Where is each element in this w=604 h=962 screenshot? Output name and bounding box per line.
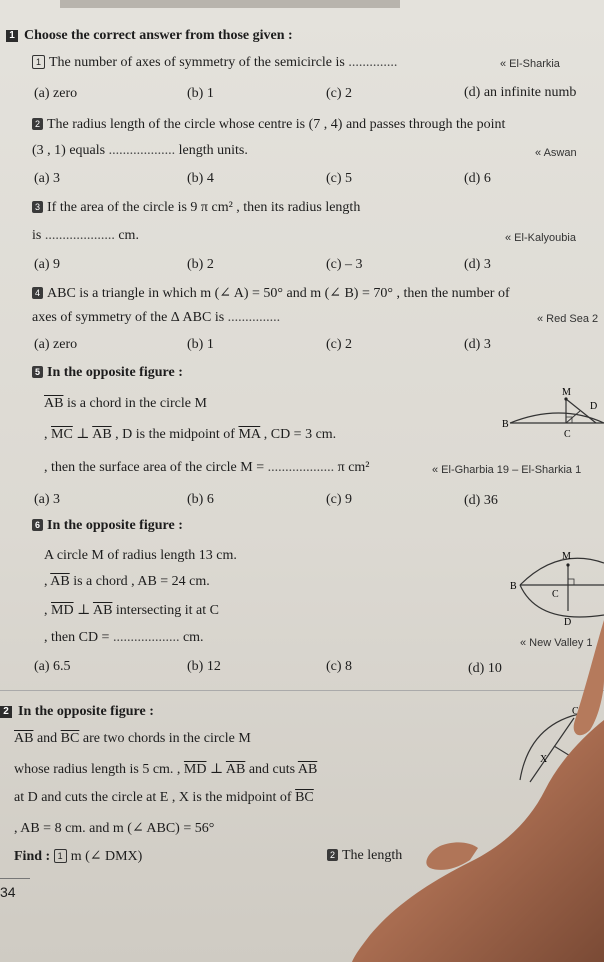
q5-option-c: (c) 9 — [326, 492, 353, 507]
q3-line2: is .................... cm. — [32, 228, 139, 243]
q6-blank: ................... — [112, 630, 180, 645]
q1-blank: .............. — [348, 55, 398, 70]
section-2-title: In the opposite figure : — [18, 704, 154, 719]
q3-option-c: (c) – 3 — [326, 257, 363, 272]
q6-option-c: (c) 8 — [326, 659, 353, 674]
q2-line1: 2 The radius length of the circle whose centre is (7 , 4) and passes through the point — [32, 117, 505, 133]
q2-blank: ................... — [108, 143, 176, 158]
q5-option-a: (a) 3 — [34, 492, 61, 507]
q5-title: 5 In the opposite figure : — [32, 365, 183, 381]
q2-number: 2 — [32, 118, 43, 130]
q6-number: 6 — [32, 519, 43, 531]
q5-label-d: D — [590, 401, 598, 412]
q3-number: 3 — [32, 201, 43, 213]
q4-line1: 4 ABC is a triangle in which m (∠ A) = 50° and m (∠ B) = 70° , then the number of — [32, 285, 510, 302]
q6-option-d: (d) 10 — [468, 661, 502, 676]
q6-label-b: B — [510, 581, 517, 592]
q5-source: « El-Gharbia 19 – El-Sharkia 1 — [432, 464, 582, 476]
q4-option-a: (a) zero — [34, 337, 78, 352]
q6-title: 6 In the opposite figure : — [32, 518, 183, 534]
q4-line2: axes of symmetry of the Δ ABC is ............... — [32, 310, 281, 325]
q1-text: 1 The number of axes of symmetry of the semicircle is .............. — [32, 55, 397, 71]
q5-line1: $\overline{AB}$ is a chord in the circle M — [44, 396, 207, 411]
section-2-line3: at D and cuts the circle at E , X is the midpoint of $\overline{BC}$ — [14, 790, 314, 805]
q5-option-d: (d) 36 — [464, 493, 498, 508]
hand-palm — [352, 720, 604, 962]
q5-number: 5 — [32, 366, 43, 378]
q4-option-d: (d) 3 — [464, 337, 491, 352]
q1-option-c: (c) 2 — [326, 86, 353, 101]
q5-label-m: M — [562, 387, 571, 398]
section-2-find: Find : 1 m (∠ DMX) — [14, 849, 143, 864]
q1-number: 1 — [32, 55, 45, 69]
q6-line2: , $\overline{AB}$ is a chord , AB = 24 cm. — [44, 574, 210, 589]
q1-option-b: (b) 1 — [187, 86, 214, 101]
q5-label-b: B — [502, 419, 509, 430]
hand-finger — [574, 620, 604, 735]
q5-line2: , $\overline{MC}$ ⊥ $\overline{AB}$ , D is the midpoint of $\overline{MA}$ , CD = 3 cm. — [44, 427, 337, 442]
q1-option-a: (a) zero — [34, 86, 78, 101]
q4-blank: ............... — [227, 310, 281, 325]
q3-option-b: (b) 2 — [187, 257, 214, 272]
q2-option-b: (b) 4 — [187, 171, 214, 186]
q3-line1: 3 If the area of the circle is 9 π cm² , then its radius length — [32, 200, 360, 216]
section-2-line4: , AB = 8 cm. and m (∠ ABC) = 56° — [14, 821, 215, 836]
q6-label-c: C — [552, 589, 559, 600]
q5-line3: , then the surface area of the circle M = ................... π cm² — [44, 460, 370, 475]
q3-option-d: (d) 3 — [464, 257, 491, 272]
q2-option-a: (a) 3 — [34, 171, 61, 186]
q6-label-m: M — [562, 551, 571, 562]
find-2-number: 2 — [327, 849, 338, 861]
section-1-badge: 1 — [6, 30, 18, 42]
q2-line2: (3 , 1) equals ................... length units. — [32, 143, 248, 158]
q6-option-b: (b) 12 — [187, 659, 221, 674]
q1-source: « El-Sharkia — [500, 58, 560, 70]
q2-source: « Aswan — [535, 147, 577, 159]
q4-option-c: (c) 2 — [326, 337, 353, 352]
q3-source: « El-Kalyoubia — [505, 232, 576, 244]
q5-option-b: (b) 6 — [187, 492, 214, 507]
q2-option-c: (c) 5 — [326, 171, 353, 186]
q3-option-a: (a) 9 — [34, 257, 61, 272]
find-1-number: 1 — [54, 849, 67, 863]
s2-label-c: C — [572, 706, 579, 717]
q6-line4: , then CD = ................... cm. — [44, 630, 204, 645]
q5-blank: ................... — [267, 460, 335, 475]
q6-option-a: (a) 6.5 — [34, 659, 71, 674]
section-2-line2: whose radius length is 5 cm. , $\overline{MD}$ ⊥ $\overline{AB}$ and cuts $\overline{AB}$ — [14, 762, 318, 777]
q6-label-d: D — [564, 617, 572, 628]
section-1-title: Choose the correct answer from those given : — [24, 28, 293, 43]
page-number: 34 — [0, 884, 16, 900]
q6-line1: A circle M of radius length 13 cm. — [44, 548, 237, 563]
q6-line3: , $\overline{MD}$ ⊥ $\overline{AB}$ intersecting it at C — [44, 603, 219, 618]
q6-source: « New Valley 1 — [520, 637, 593, 649]
section-2-line1: $\overline{AB}$ and $\overline{BC}$ are two chords in the circle M — [14, 731, 251, 746]
q4-option-b: (b) 1 — [187, 337, 214, 352]
section-2-find-2: 2 The length — [327, 848, 402, 864]
q4-number: 4 — [32, 287, 43, 299]
q2-option-d: (d) 6 — [464, 171, 491, 186]
q5-label-c: C — [564, 429, 571, 440]
s2-label-x: X — [540, 754, 548, 765]
q1-option-d: (d) an infinite numb — [464, 85, 577, 100]
q4-source: « Red Sea 2 — [537, 313, 599, 325]
q3-blank: .................... — [44, 228, 115, 243]
section-2-badge: 2 — [0, 706, 12, 718]
